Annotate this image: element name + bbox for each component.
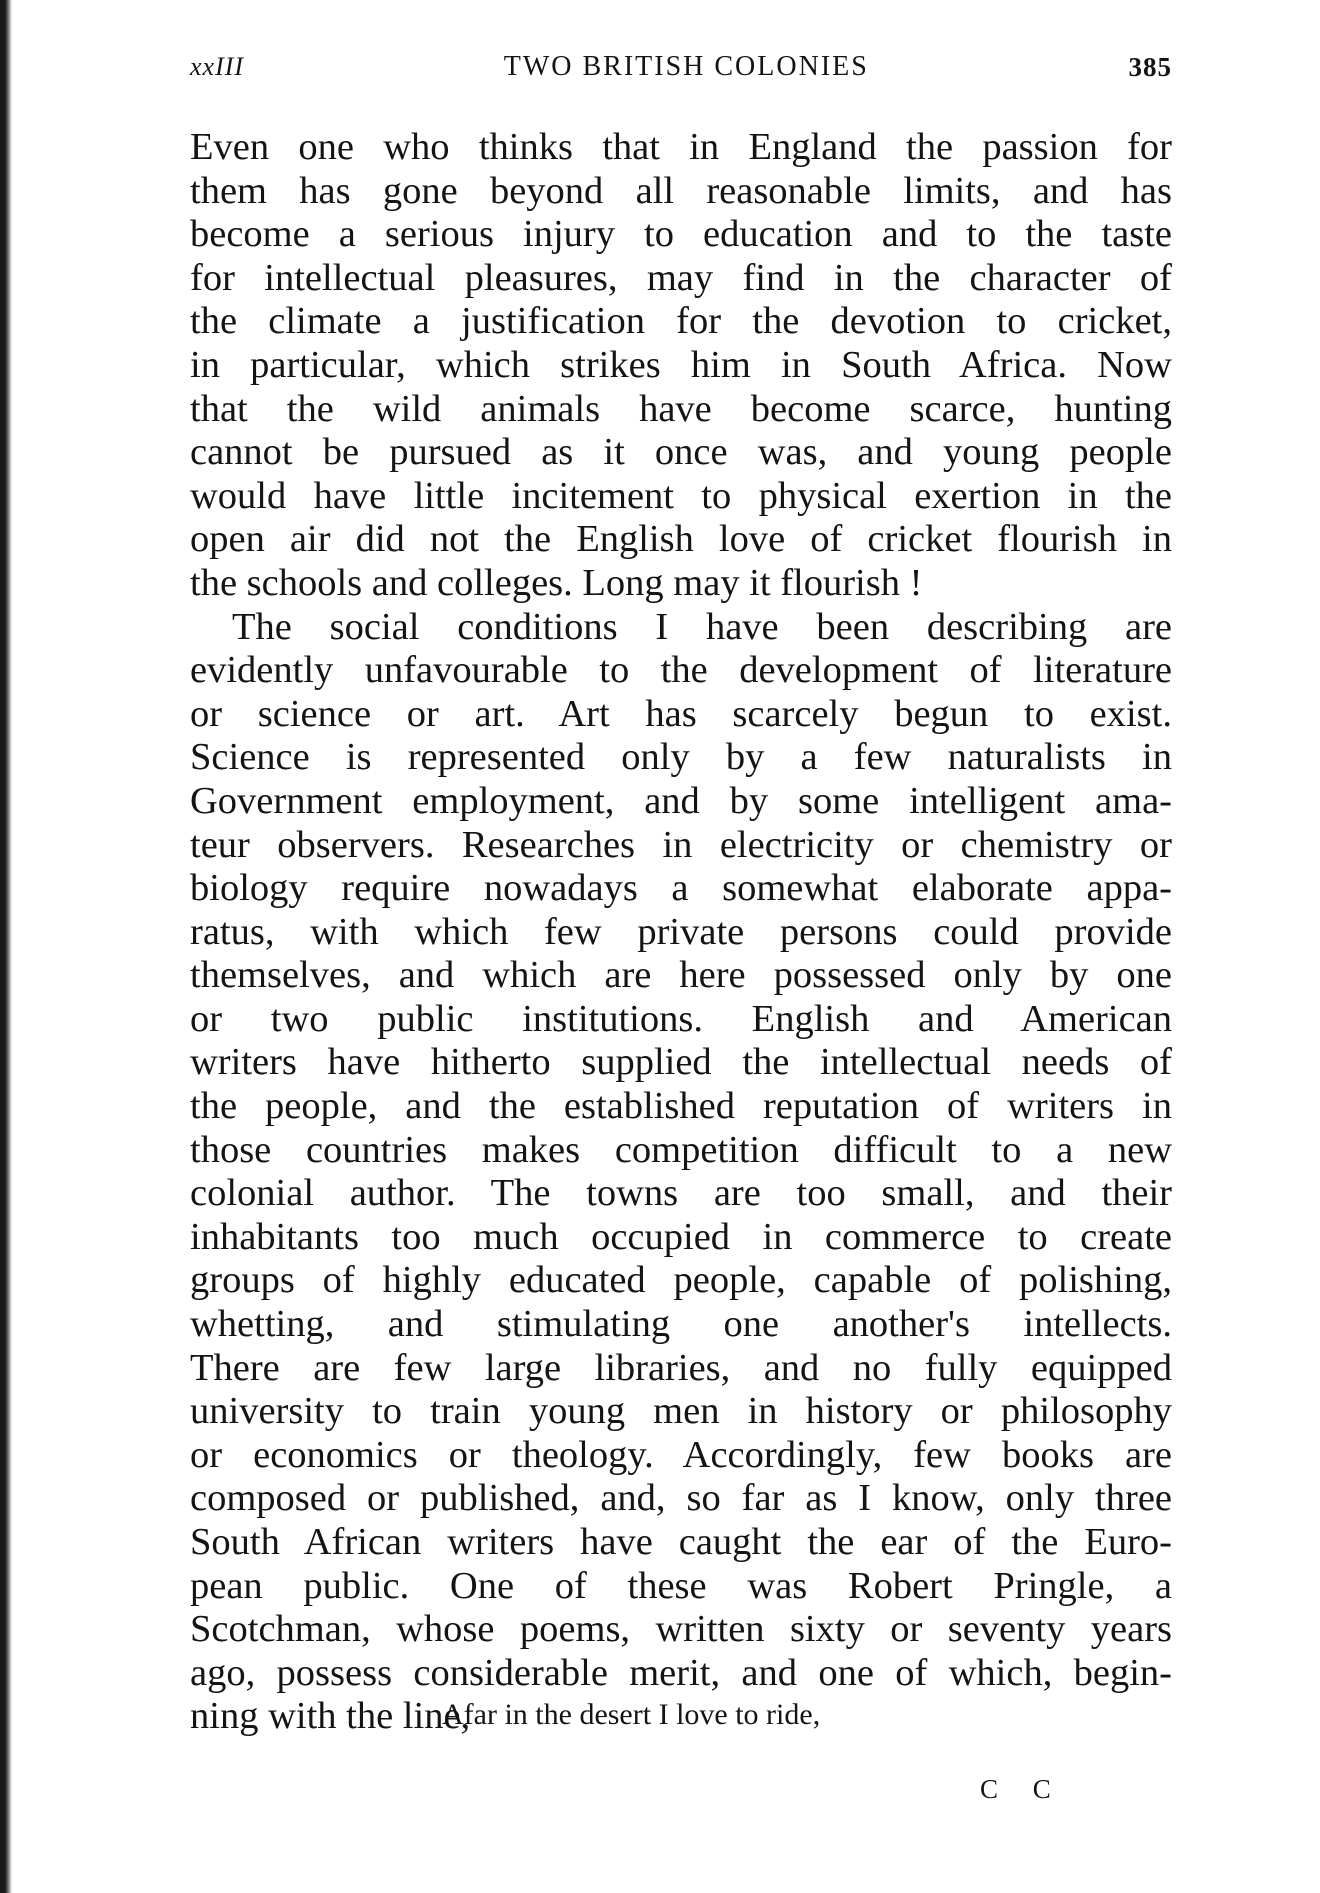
text-line: open air did not the English love of cricket flourish in — [190, 518, 1172, 561]
text-line: them has gone beyond all reasonable limits, and has — [190, 169, 1172, 212]
text-line: There are few large libraries, and no fully equipped — [190, 1346, 1172, 1389]
text-line: those countries makes competition difficult to a new — [190, 1128, 1172, 1171]
page-number: 385 — [1128, 51, 1172, 82]
text-line: inhabitants too much occupied in commerce to create — [190, 1215, 1172, 1258]
text-line: themselves, and which are here possessed only by one — [190, 954, 1172, 997]
text-line: writers have hitherto supplied the intellectual needs of — [190, 1041, 1172, 1084]
text-line: groups of highly educated people, capable of polishing, — [190, 1259, 1172, 1302]
text-line: or two public institutions. English and American — [190, 997, 1172, 1040]
text-line: ratus, with which few private persons could provide — [190, 910, 1172, 953]
text-line: Even one who thinks that in England the passion for — [190, 126, 1172, 168]
text-line: for intellectual pleasures, may find in the character of — [190, 256, 1172, 299]
running-head — [190, 42, 1172, 92]
text-line: pean public. One of these was Robert Pringle, a — [190, 1564, 1172, 1607]
text-line: composed or published, and, so far as I know, only three — [190, 1477, 1172, 1520]
text-line: South African writers have caught the ear of the Euro- — [190, 1521, 1172, 1563]
text-line: become a serious injury to education and to the taste — [190, 213, 1172, 256]
text-line: whetting, and stimulating one another's intellects. — [190, 1303, 1172, 1346]
text-line: The social conditions I have been describing are — [232, 605, 1172, 648]
text-line: Scotchman, whose poems, written sixty or seventy years — [190, 1608, 1172, 1651]
verse-quotation: Afar in the desert I love to ride, — [442, 1698, 821, 1731]
text-line: ning with the line, — [190, 1695, 471, 1738]
chapter-number: xxIII — [190, 52, 245, 81]
text-line: in particular, which strikes him in South Africa. Now — [190, 343, 1172, 386]
text-line: the people, and the established reputation of writers in — [190, 1085, 1172, 1128]
text-line: the climate a justification for the devotion to cricket, — [190, 300, 1172, 343]
text-line: the schools and colleges. Long may it flourish ! — [190, 561, 923, 604]
text-line: ago, possess considerable merit, and one of which, begin- — [190, 1651, 1172, 1694]
text-line: evidently unfavourable to the development of literature — [190, 649, 1172, 692]
text-line: colonial author. The towns are too small, and their — [190, 1172, 1172, 1215]
text-line: or economics or theology. Accordingly, few books are — [190, 1433, 1172, 1476]
text-line: Government employment, and by some intelligent ama- — [190, 779, 1172, 822]
page-binding-edge — [0, 0, 12, 1893]
text-line: university to train young men in history or philosophy — [190, 1390, 1172, 1433]
text-line: or science or art. Art has scarcely begun to exist. — [190, 692, 1172, 735]
text-line: teur observers. Researches in electricity or chemistry or — [190, 823, 1172, 866]
running-title: TWO BRITISH COLONIES — [503, 51, 869, 82]
text-line: biology require nowadays a somewhat elaborate appa- — [190, 867, 1172, 910]
text-line: Science is represented only by a few naturalists in — [190, 736, 1172, 779]
text-line: cannot be pursued as it once was, and young people — [190, 431, 1172, 474]
signature-mark: C C — [980, 1774, 1065, 1804]
text-line: that the wild animals have become scarce, hunting — [190, 387, 1172, 430]
text-line: would have little incitement to physical exertion in the — [190, 474, 1172, 517]
body-text — [190, 126, 1172, 1739]
